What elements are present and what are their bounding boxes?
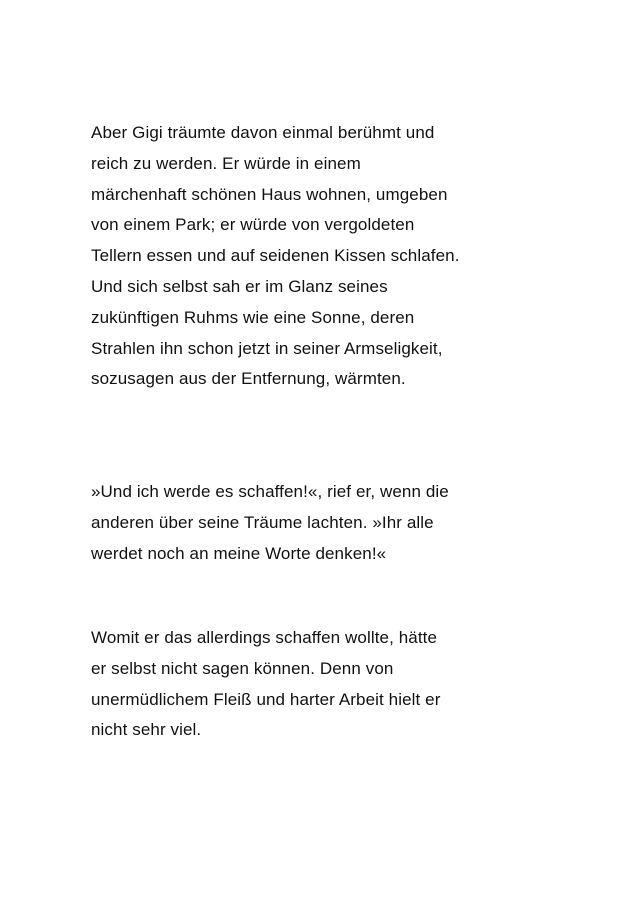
text-line: von einem Park; er würde von vergoldeten — [91, 215, 415, 235]
text-line: »Und ich werde es schaffen!«, rief er, wenn die — [91, 482, 449, 501]
paragraph-1 — [91, 118, 561, 395]
text-line: reich zu werden. Er würde in einem — [91, 153, 361, 173]
text-line: sozusagen aus der Entfernung, wärmten. — [91, 369, 406, 389]
text-line: Strahlen ihn schon jetzt in seiner Armseligkeit, — [91, 338, 443, 358]
text-line: Aber Gigi träumte davon einmal berühmt und — [91, 123, 435, 142]
text-line: zukünftigen Ruhms wie eine Sonne, deren — [91, 307, 415, 327]
text-line: Womit er das allerdings schaffen wollte, hätte — [91, 628, 438, 647]
text-line: nicht sehr viel. — [91, 720, 202, 740]
text-line: unermüdlichem Fleiß und harter Arbeit hielt er — [91, 689, 441, 709]
paragraph-3 — [91, 623, 561, 746]
text-line: werdet noch an meine Worte denken!« — [91, 543, 387, 563]
paragraph-2 — [91, 477, 561, 569]
text-line: Tellern essen und auf seidenen Kissen schlafen. — [91, 246, 460, 266]
text-line: Und sich selbst sah er im Glanz seines — [91, 276, 388, 296]
text-line: märchenhaft schönen Haus wohnen, umgeben — [91, 184, 448, 204]
text-line: er selbst nicht sagen können. Denn von — [91, 658, 394, 678]
text-line: anderen über seine Träume lachten. »Ihr alle — [91, 512, 434, 532]
